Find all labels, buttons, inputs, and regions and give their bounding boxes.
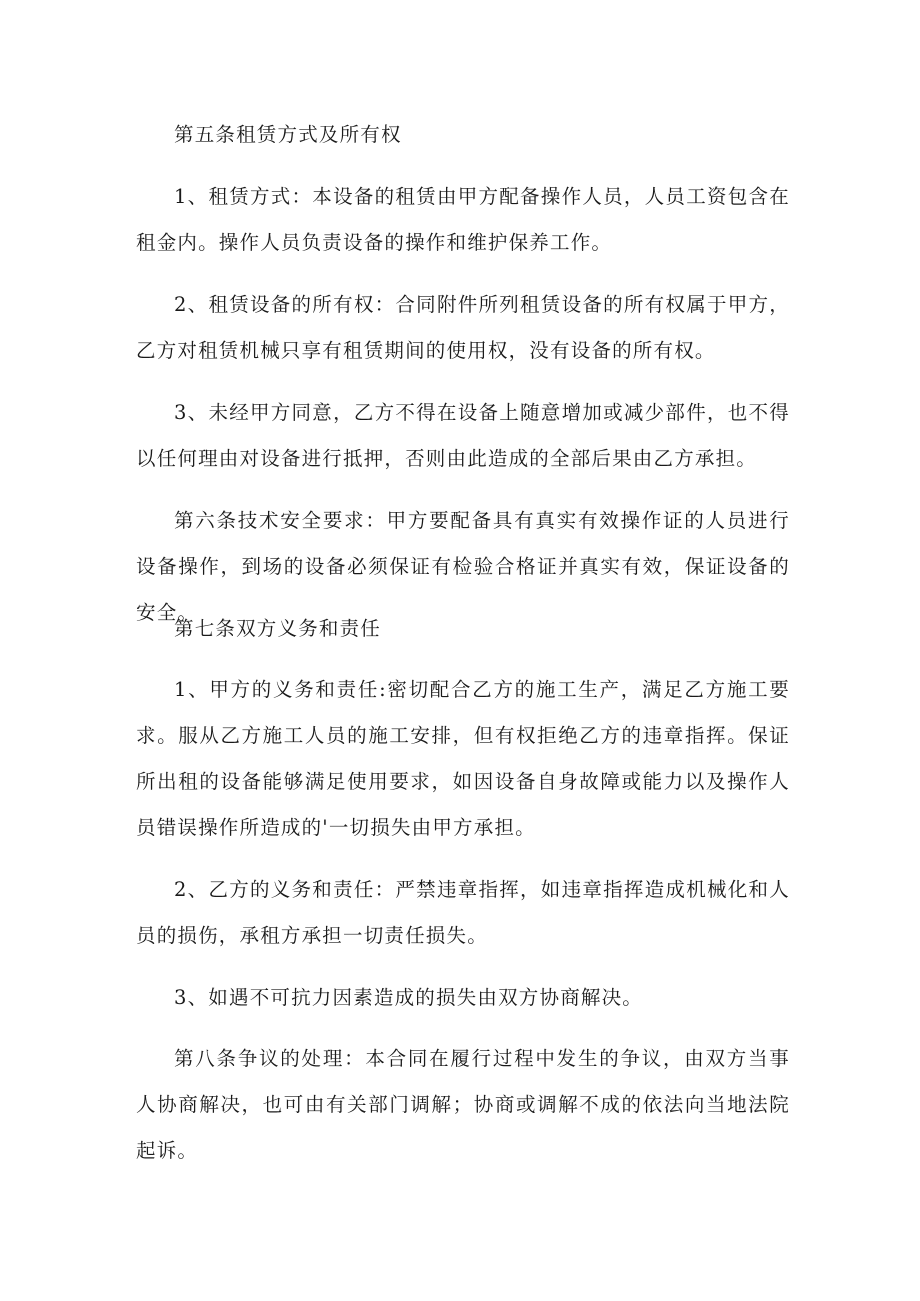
article-7-heading: 第七条双方义务和责任 (174, 617, 382, 640)
article-7-clause-1: 1、甲方的义务和责任:密切配合乙方的施工生产，满足乙方施工要求。服从乙方施工人员的施工安排，但有权拒绝乙方的违章指挥。保证所出租的设备能够满足使用要求，如因设备自身故障或能力以及操作人员错误操作所造成的'一切损失由甲方承担。 (136, 678, 790, 839)
article-6-paragraph: 第六条技术安全要求：甲方要配备具有真实有效操作证的人员进行设备操作，到场的设备必须保证有检验合格证并真实有效，保证设备的安全。 (136, 509, 790, 624)
article-5-heading: 第五条租赁方式及所有权 (174, 123, 402, 146)
article-7-clause-3: 3、如遇不可抗力因素造成的损失由双方协商解决。 (174, 986, 644, 1009)
article-5-clause-2: 2、租赁设备的所有权：合同附件所列租赁设备的所有权属于甲方，乙方对租赁机械只享有租赁期间的使用权，没有设备的所有权。 (136, 293, 790, 362)
article-7-clause-2: 2、乙方的义务和责任：严禁违章指挥，如违章指挥造成机械化和人员的损伤，承租方承担一切责任损失。 (136, 878, 790, 947)
article-5-clause-1: 1、租赁方式：本设备的租赁由甲方配备操作人员，人员工资包含在租金内。操作人员负责设备的操作和维护保养工作。 (136, 185, 790, 254)
article-8-paragraph: 第八条争议的处理：本合同在履行过程中发生的争议，由双方当事人协商解决，也可由有关部门调解；协商或调解不成的依法向当地法院起诉。 (136, 1047, 790, 1162)
article-5-clause-3: 3、未经甲方同意，乙方不得在设备上随意增加或减少部件，也不得以任何理由对设备进行抵押，否则由此造成的全部后果由乙方承担。 (136, 401, 790, 470)
